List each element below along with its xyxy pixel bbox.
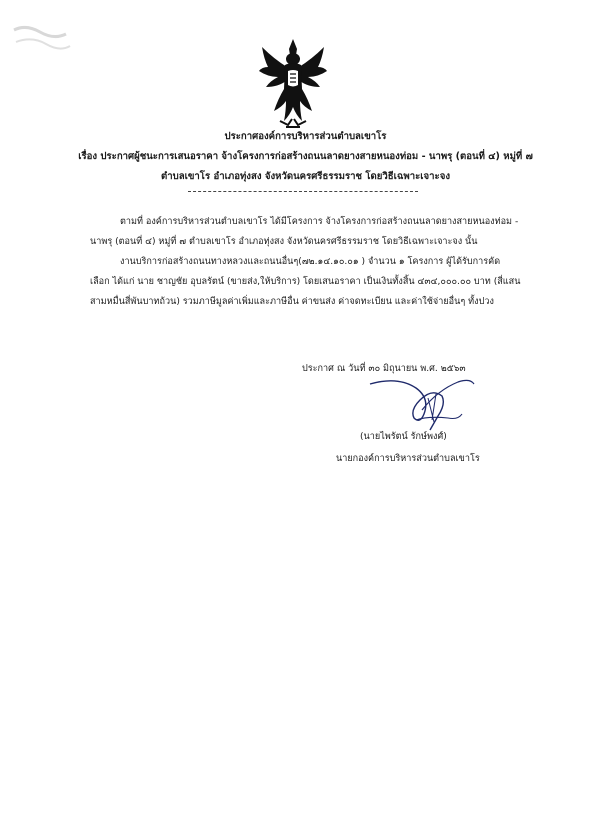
- announcement-date: ประกาศ ณ วันที่ ๓๐ มิถุนายน พ.ศ. ๒๕๖๓: [302, 364, 466, 374]
- body-line-5: สามหมื่นสี่พันบาทถ้วน) รวมภาษีมูลค่าเพิ่มและภาษีอื่น ค่าขนส่ง ค่าจดทะเบียน และค่าใช้จ่ายอื่นๆ ทั้งปวง: [90, 297, 494, 307]
- divider-rule: [188, 191, 418, 192]
- body-line-1: ตามที่ องค์การบริหารส่วนตำบลเขาโร ได้มีโครงการ จ้างโครงการก่อสร้างถนนลาดยางสายหนองท่อม -: [120, 217, 519, 227]
- body-line-3: งานบริการก่อสร้างถนนทางหลวงและถนนอื่นๆ(๗๒.๑๔.๑๐.๐๑ ) จำนวน ๑ โครงการ ผู้ได้รับการคัด: [120, 257, 501, 267]
- subject-line: เรื่อง ประกาศผู้ชนะการเสนอราคา จ้างโครงการก่อสร้างถนนลาดยางสายหนองท่อม - นาพรุ (ตอนที่ ๔) หมู่ที่ ๗: [78, 151, 533, 162]
- body-line-2: นาพรุ (ตอนที่ ๔) หมู่ที่ ๗ ตำบลเขาโร อำเภอทุ่งสง จังหวัดนครศรีธรรมราช โดยวิธีเฉพาะเจาะจง นั้น: [90, 237, 478, 247]
- org-title: ประกาศองค์การบริหารส่วนตำบลเขาโร: [224, 131, 387, 142]
- scan-smudge: [6, 20, 76, 60]
- body-paragraph: [90, 212, 525, 312]
- garuda-emblem-icon: [256, 37, 330, 129]
- signer-name: (นายไพรัตน์ รักษ์พงศ์): [360, 432, 447, 442]
- signer-position: นายกองค์การบริหารส่วนตำบลเขาโร: [336, 454, 480, 464]
- body-line-4: เลือก ได้แก่ นาย ชาญชัย อุบลรัตน์ (ขายส่ง,ให้บริการ) โดยเสนอราคา เป็นเงินทั้งสิ้น ๔๓๔,๐๐๐.๐๐ บาท (สี่แสน: [90, 277, 521, 287]
- location-line: ตำบลเขาโร อำเภอทุ่งสง จังหวัดนครศรีธรรมราช โดยวิธีเฉพาะเจาะจง: [160, 171, 451, 182]
